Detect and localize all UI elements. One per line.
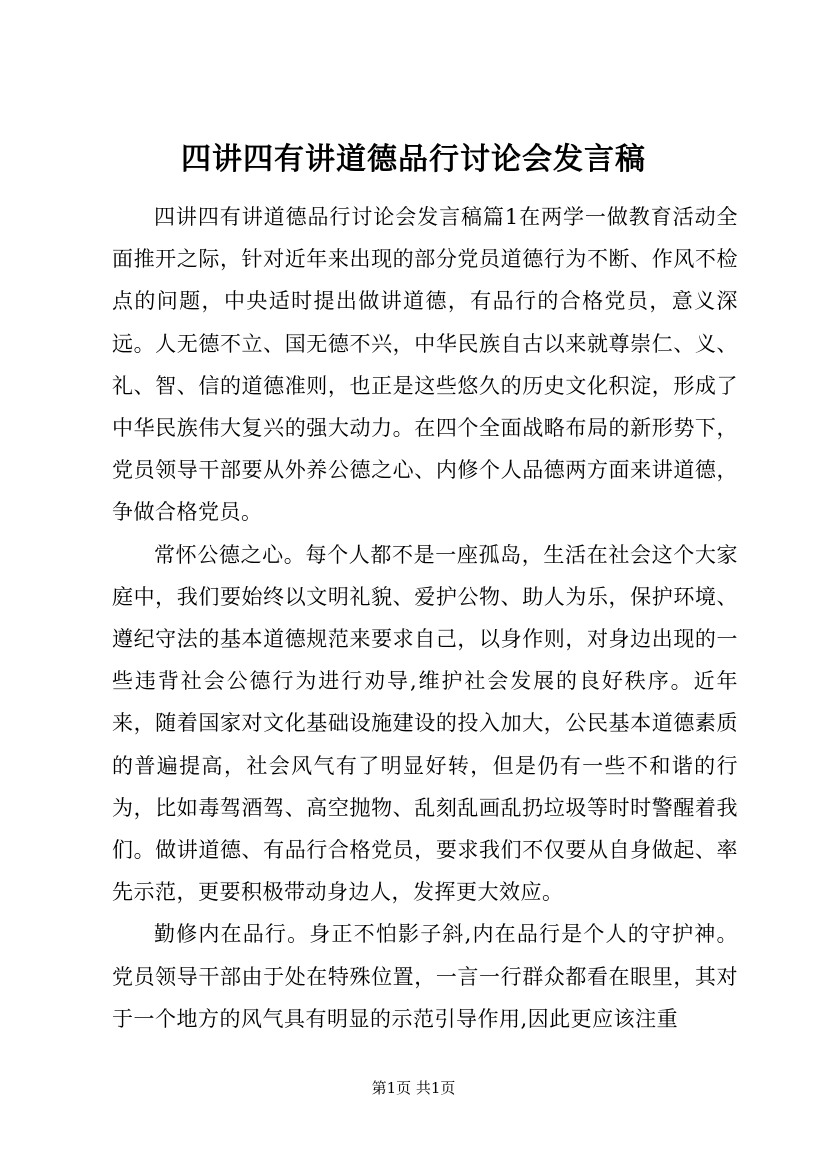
document-body xyxy=(112,196,738,1040)
paragraph-public-morality: 常怀公德之心。每个人都不是一座孤岛，生活在社会这个大家庭中，我们要始终以文明礼貌、爱护公物、助人为乐，保护环境、遵纪守法的基本道德规范来要求自己，以身作则，对身边出现的一些违背社会公德行为进行劝导,维护社会发展的良好秩序。近年来，随着国家对文化基础设施建设的投入加大，公民基本道德素质的普遍提高，社会风气有了明显好转，但是仍有一些不和谐的行为，比如毒驾酒驾、高空抛物、乱刻乱画乱扔垃圾等时时警醒着我们。做讲道德、有品行合格党员，要求我们不仅要从自身做起、率先示范，更要积极带动身边人，发挥更大效应。 xyxy=(112,542,738,905)
document-title: 四讲四有讲道德品行讨论会发言稿 xyxy=(181,142,646,177)
paragraph-inner-character: 勤修内在品行。身正不怕影子斜,内在品行是个人的守护神。党员领导干部由于处在特殊位置，一言一行群众都看在眼里，其对于一个地方的风气具有明显的示范引导作用,因此更应该注重 xyxy=(112,922,738,1031)
page-footer: 第1页 共1页 xyxy=(371,1079,456,1097)
paragraph-intro: 四讲四有讲道德品行讨论会发言稿篇1在两学一做教育活动全面推开之际，针对近年来出现的部分党员道德行为不断、作风不检点的问题，中央适时提出做讲道德，有品行的合格党员，意义深远。人无德不立、国无德不兴，中华民族自古以来就尊崇仁、义、礼、智、信的道德准则，也正是这些悠久的历史文化积淀，形成了中华民族伟大复兴的强大动力。在四个全面战略布局的新形势下，党员领导干部要从外养公德之心、内修个人品德两方面来讲道德，争做合格党员。 xyxy=(112,205,738,525)
